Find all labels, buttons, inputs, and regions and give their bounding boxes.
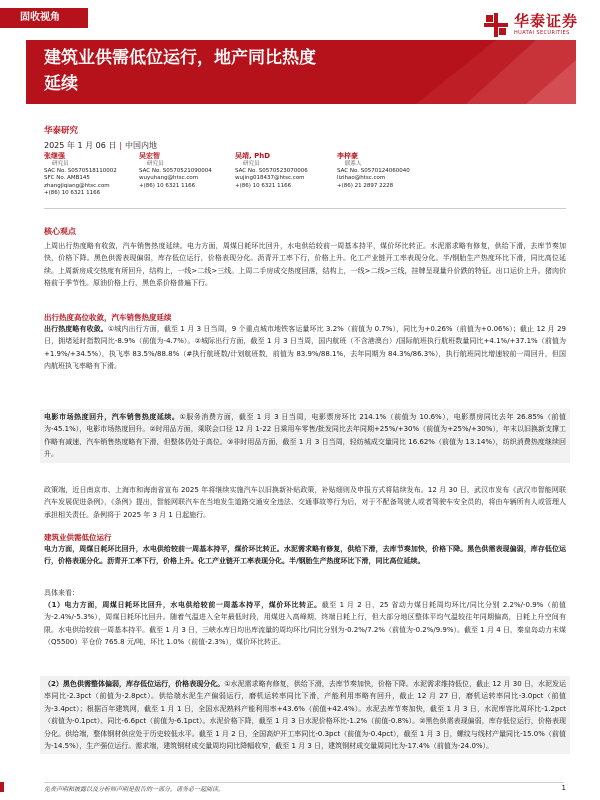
section-divider [44,208,566,209]
analyst-card [44,152,139,197]
research-label: 华泰研究 [44,126,79,136]
analyst-role: 研究员 [52,161,69,167]
analyst-email[interactable]: wujing018437@htsc.com [235,175,305,182]
logo-chinese-name: 华泰证券 [513,12,578,30]
paragraph-lead: 出行热度略有收敛。 [44,325,108,333]
analyst-phone: +(86) 10 6321 1166 [139,182,196,189]
report-title [44,45,424,97]
analyst-name: 吴宏智 [139,152,160,160]
logo-english-name: HUATAI SECURITIES [513,30,570,36]
report-title-line-1: 建筑业供需低位运行，地产同比热度 [44,48,316,68]
report-category-tag: 固收视角 [0,8,88,28]
section-2-summary [44,543,566,568]
huatai-logo-icon [483,12,509,38]
page-number: 1 [561,784,566,792]
analyst-sac: SAC No. S0570521090004 [139,168,212,174]
report-region: 中国内地 [125,141,158,150]
analyst-name: 张继强 [44,152,65,160]
section-1-paragraph-3: 政策端，近日南京市、上海市和海南省宣布 2025 年将继续实施汽车以旧换新补贴政策，补贴细则及申报方式将陆续发布。12 月 30 日，武汉市发布《武汉市智能网联汽车发展促进条例》，《条例》提出，智能网联汽车在当地发生道路交通安全违法、交通事故等行为后，对于不配备驾驶人或者驾驶车安全员的，将由车辆所有人或管理人承担相关责任。条例将于 2025 年 3 月 1 日起施行。 [44,486,566,519]
analyst-card [235,152,337,197]
analyst-sac: SAC No. S0570518110002 [44,168,117,174]
report-date: 2025 年 1 月 06 日 [44,141,117,150]
analyst-role: 研究员 [243,161,260,167]
section-2-power [44,599,566,649]
analyst-name: 李梓豪 [337,152,358,160]
analyst-phone: +(86) 10 6321 1166 [235,182,292,189]
analyst-sfc: SFC No. AMB145 [44,175,90,182]
section-1-paragraph-2 [40,409,570,463]
paragraph-body: ①水泥需求略有修复，供给下滑，去库节奏加快，价格下降。水泥需求维持低位，截止 12 月 30 日，水泥发运率同比-2.3pct（前值为-2.8pct）。供给端水泥生产偏弱运行，磨机运转率同比下滑，产能利用率略有回升，截止 12 月 27 日，磨机运转率同比-3.0pct（前值为-3.4pct）；根据百年建筑网，截至 1 月 1 日，全国水泥熟料产能利用率+43.6%（前值+42.4%）。水泥去库节奏加快，截至 1 月 3 日，水泥库容比周环比-1.2pct（前值为-0.1pct）、同比-6.6pct（前值为-6.1pct）。水泥价格下降，截至 1 月 3 日水泥价格环比-1.2%（前值-0.8%）。②黑色供需表现偏弱，库存低位运行，价格表现分化。供给端，整体钢材供应处于历史较低水平。截至 1 月 2 日，全国高炉开工率同比-0.3pct（前值为-0.4pct），截至 1 月 3 日，螺纹与线材产量同比-15.0%（前值为-14.5%），生产强位运行。需求端，建筑钢材成交量周均同比降幅收窄，截至 1 月 3 日，建筑钢材成交量周同比为-17.4%（前值为-24.0%）。 [44,680,566,751]
paragraph-body: 截至 1 月 2 日，25 省动力煤日耗周均环比/同比分别 2.2%/-0.9%（前值为-2.4%/-5.3%），周煤日耗环比回升。随着气温进入全年最低时段，用煤进入高峰期，终端日耗上行，但大部分地区整体平均气温较往年同期偏高，日耗上升空间有限。水电供给较前一周基本持平。截至 1 月 3 日，三峡水库日均出库流量的周均环比/同比分别为-0.2%/7.2%（前值为-0.2%/9.9%）。截至 1 月 4 日，秦皇岛动力末煤（Q5500）平仓价 765.8 元/吨，环比 1.0%（前值-2.3%），煤价环比转正。 [44,601,566,647]
report-date-line: 2025 年 1 月 06 日 | 中国内地 [44,141,158,150]
analyst-phone: +(86) 10 6321 1166 [44,189,101,196]
section-2-black [40,676,570,754]
analyst-role: 联系人 [345,161,362,167]
analyst-phone: +(86) 21 2897 2228 [337,182,394,189]
huatai-logo [483,12,578,38]
title-banner [26,40,576,104]
paragraph-lead: 电影市场热度回升，汽车销售热度延续。 [44,413,180,421]
core-views-text: 上周出行热度略有收敛，汽车销售热度延续。电力方面，周煤日耗环比回升，水电供给较前一周基本持平，煤价环比转正。水泥需求略有修复，供给下滑，去库节奏加快，价格下降。黑色供需表现偏弱，库存低位运行，价格表现分化。沥青开工率下行，价格上升。化工产业链开工率表现分化。半/钢胎生产热度环比下滑，同比高位延续。上周新房成交热度有所回升，结构上，一线>二线>三线。上周二手房成交热度回落，结构上，一线>二线>三线，挂牌呈现量升价跌的特征。出口运价上升。猪肉价格前于季节性。原油价格上行，黑色系价格普遍下行。 [44,242,566,288]
section-2-title: 建筑业供需低位运行 [44,533,112,542]
banner-decoration [376,40,576,104]
analyst-email[interactable]: zhangjiqiang@htsc.com [44,182,110,189]
disclaimer-note: 免责声明和披露以及分析师声明是报告的一部分，请务必一起阅读。 [44,786,225,793]
section-1-title: 出行热度高位收敛，汽车销售热度延续 [44,313,172,322]
report-title-line-2: 延续 [44,74,78,94]
summary-text: 电力方面，周煤日耗环比回升，水电供给较前一周基本持平，煤价环比转正。水泥需求略有修复，供给下滑，去库节奏加快，价格下降。黑色供需表现偏弱，库存低位运行，价格表现分化。沥青开工率下行，价格上升。化工产业链开工率表现分化。半/钢胎生产热度环比下滑，同比高位延续。 [44,545,566,566]
core-views-title: 核心观点 [44,227,76,236]
paragraph-lead: （2）黑色供需整体偏弱，库存低位运行，价格表现分化。 [44,680,225,688]
analyst-email[interactable]: lizihao@htsc.com [337,175,386,182]
detail-label: 具体来看： [44,589,79,597]
analyst-email[interactable]: wuyuhang@htsc.com [139,175,199,182]
analyst-role: 研究员 [147,161,164,167]
page-footer [0,782,600,800]
analyst-list [44,152,574,197]
analyst-card [139,152,235,197]
analyst-name: 吴靖, PhD [235,152,271,160]
analyst-card [337,152,467,197]
footer-rule [44,782,564,783]
paragraph-body: ①城内出行方面，截至 1 月 3 日当周，9 个重点城市地铁客运量环比 3.2%（前值为 0.7%），同比为+0.26%（前值为+0.06%）；截止 12 月 29 日，拥堵延时指数同比-8.9%（前值为-4.7%）。②城际出行方面，截至 1 月 3 日当周，国内航班（不含港澳台）/国际航班执行航班数量同比+4.1%/+37.1%（前值为+1.9%/+34.5%），执飞率 83.5%/88.8%（#执行航班数/计划航班数，前值为 83.9%/88.1%，去年同期为 84.3%/86.3%），执行航班同比增速较前一周回升，但国内航班执飞率略有下滑。 [44,325,567,371]
paragraph-body: ①服务消费方面，截至 1 月 3 日当周，电影票房环比 214.1%（前值为 10.6%），电影票房同比去年 26.85%（前值为-45.1%），电影市场热度回升。②时用品方面，乘联会口径 12 月 1-22 日乘用车零售/批发同比去年同期+25%/+30%（前值为+25%/+30%），年末以旧换新支撑工作略有减速，汽车销售热度略有下滑，但整体仍处于高位。③非时用品方面，截至 1 月 3 日当周，轻纺城成交量同比 16.62%（前值为 13.14%），纺织消费热度继续回升。 [44,413,566,459]
paragraph-lead: （1）电力方面，周煤日耗环比回升，水电供给较前一周基本持平，煤价环比转正。 [44,601,322,609]
report-meta [44,124,564,151]
analyst-sac: SAC No. S0570523070006 [235,168,308,174]
analyst-sac: SAC No. S0570124060040 [337,168,410,174]
section-1-paragraph-1 [44,323,566,373]
footer-accent-bar [0,782,4,792]
